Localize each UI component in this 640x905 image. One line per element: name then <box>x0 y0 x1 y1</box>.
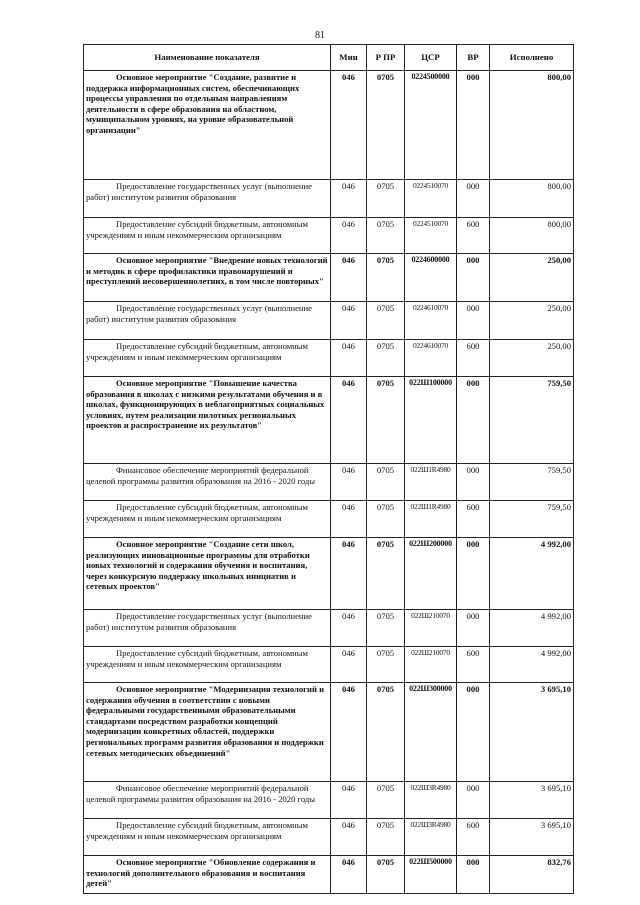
row-vr: 000 <box>457 302 490 340</box>
row-min: 046 <box>331 71 367 180</box>
row-min: 046 <box>331 464 367 501</box>
row-rpr: 0705 <box>367 610 405 647</box>
row-done: 832,76 <box>490 856 574 894</box>
table-row <box>84 218 574 254</box>
row-vr: 600 <box>457 218 490 254</box>
row-done: 759,50 <box>490 464 574 501</box>
row-name: Основное мероприятие "Модернизация технологий и содержания обучения в соответствии с новыми федеральными государственными образовательными стандартами посредством разработки концепций модернизации конкретных областей, поддержки региональных программ развития образования и поддержки сетевых методических объединений" <box>86 684 325 758</box>
row-vr: 000 <box>457 254 490 302</box>
row-name: Предоставление субсидий бюджетным, автономным учреждениям и иным некоммерческим организациям <box>86 219 308 240</box>
row-vr: 000 <box>457 71 490 180</box>
row-name: Основное мероприятие "Внедрение новых технологий и методик в сфере профилактики правонарушений и преступлений несовершеннолетних, в том числе повторных" <box>86 255 328 287</box>
page-number: 81 <box>315 30 325 41</box>
table-row <box>84 377 574 464</box>
table-row <box>84 340 574 377</box>
row-done: 3 695,10 <box>490 819 574 856</box>
row-vr: 000 <box>457 610 490 647</box>
table-row <box>84 856 574 894</box>
row-min: 046 <box>331 302 367 340</box>
row-csr: 022Ш100000 <box>405 377 457 464</box>
row-csr: 0224610070 <box>405 302 457 340</box>
row-rpr: 0705 <box>367 782 405 819</box>
row-csr: 0224510070 <box>405 180 457 218</box>
row-min: 046 <box>331 180 367 218</box>
row-done: 800,00 <box>490 180 574 218</box>
row-vr: 000 <box>457 856 490 894</box>
row-name: Предоставление субсидий бюджетным, автономным учреждениям и иным некоммерческим организациям <box>86 820 308 841</box>
budget-execution-table <box>83 44 574 894</box>
row-min: 046 <box>331 782 367 819</box>
row-rpr: 0705 <box>367 538 405 610</box>
row-done: 250,00 <box>490 340 574 377</box>
row-name: Предоставление государственных услуг (выполнение работ) институтом развития образования <box>86 303 312 324</box>
row-vr: 600 <box>457 501 490 538</box>
row-done: 3 695,10 <box>490 782 574 819</box>
table-row <box>84 501 574 538</box>
row-min: 046 <box>331 856 367 894</box>
row-min: 046 <box>331 819 367 856</box>
row-vr: 000 <box>457 180 490 218</box>
table-row <box>84 819 574 856</box>
table-row <box>84 254 574 302</box>
header-name: Наименование показателя <box>84 45 331 71</box>
row-name: Предоставление государственных услуг (выполнение работ) институтом развития образования <box>86 611 312 632</box>
row-csr: 0224600000 <box>405 254 457 302</box>
row-rpr: 0705 <box>367 180 405 218</box>
row-csr: 022Ш1R4980 <box>405 464 457 501</box>
row-name: Предоставление субсидий бюджетным, автономным учреждениям и иным некоммерческим организациям <box>86 502 308 523</box>
row-rpr: 0705 <box>367 683 405 782</box>
row-rpr: 0705 <box>367 71 405 180</box>
row-vr: 000 <box>457 464 490 501</box>
table-row <box>84 647 574 683</box>
row-csr: 022Ш3R4980 <box>405 782 457 819</box>
row-done: 3 695,10 <box>490 683 574 782</box>
row-csr: 022Ш500000 <box>405 856 457 894</box>
row-csr: 0224510070 <box>405 218 457 254</box>
header-csr: ЦСР <box>405 45 457 71</box>
row-rpr: 0705 <box>367 501 405 538</box>
table-row <box>84 180 574 218</box>
row-min: 046 <box>331 377 367 464</box>
row-rpr: 0705 <box>367 218 405 254</box>
row-done: 4 992,00 <box>490 610 574 647</box>
row-name: Основное мероприятие "Создание сети школ, реализующих инновационные программы для отработки новых технологий и содержания обучения и воспитания, через конкурсную поддержку школьных инициатив и сетевых проектов" <box>86 539 310 592</box>
row-rpr: 0705 <box>367 254 405 302</box>
row-vr: 600 <box>457 340 490 377</box>
row-csr: 022Ш1R4980 <box>405 501 457 538</box>
row-done: 800,00 <box>490 71 574 180</box>
row-rpr: 0705 <box>367 340 405 377</box>
row-min: 046 <box>331 610 367 647</box>
row-vr: 000 <box>457 538 490 610</box>
row-csr: 022Ш200000 <box>405 538 457 610</box>
header-rpr: Р ПР <box>367 45 405 71</box>
row-rpr: 0705 <box>367 647 405 683</box>
row-rpr: 0705 <box>367 464 405 501</box>
row-vr: 000 <box>457 782 490 819</box>
table-row <box>84 464 574 501</box>
row-done: 4 992,00 <box>490 647 574 683</box>
row-name: Основное мероприятие "Создание, развитие и поддержка информационных систем, обеспечивающих процессы управления по отдельным направлениям деятельности в сфере образования на областном, муниципальном уровнях, на уровне образовательной организации" <box>86 72 300 135</box>
row-min: 046 <box>331 501 367 538</box>
row-name: Основное мероприятие "Обновление содержания и технологий дополнительного образования и воспитания детей" <box>86 857 316 889</box>
row-done: 759,50 <box>490 377 574 464</box>
row-min: 046 <box>331 218 367 254</box>
table-row <box>84 538 574 610</box>
row-min: 046 <box>331 340 367 377</box>
row-min: 046 <box>331 683 367 782</box>
row-rpr: 0705 <box>367 856 405 894</box>
table-row <box>84 71 574 180</box>
row-vr: 600 <box>457 819 490 856</box>
row-name: Предоставление государственных услуг (выполнение работ) институтом развития образования <box>86 181 312 202</box>
table-row <box>84 683 574 782</box>
row-done: 4 992,00 <box>490 538 574 610</box>
row-csr: 0224500000 <box>405 71 457 180</box>
table-row <box>84 302 574 340</box>
header-min: Мин <box>331 45 367 71</box>
row-csr: 022Ш3R4980 <box>405 819 457 856</box>
row-csr: 0224610070 <box>405 340 457 377</box>
row-name: Предоставление субсидий бюджетным, автономным учреждениям и иным некоммерческим организациям <box>86 341 308 362</box>
row-csr: 022Ш210070 <box>405 647 457 683</box>
table-row <box>84 610 574 647</box>
row-min: 046 <box>331 254 367 302</box>
row-done: 800,00 <box>490 218 574 254</box>
row-done: 250,00 <box>490 254 574 302</box>
header-done: Исполнено <box>490 45 574 71</box>
header-vr: ВР <box>457 45 490 71</box>
row-min: 046 <box>331 538 367 610</box>
row-name: Предоставление субсидий бюджетным, автономным учреждениям и иным некоммерческим организациям <box>86 648 308 669</box>
row-rpr: 0705 <box>367 302 405 340</box>
row-done: 759,50 <box>490 501 574 538</box>
table-header-row <box>84 45 574 71</box>
row-rpr: 0705 <box>367 377 405 464</box>
table-row <box>84 782 574 819</box>
row-min: 046 <box>331 647 367 683</box>
row-csr: 022Ш210070 <box>405 610 457 647</box>
row-csr: 022Ш300000 <box>405 683 457 782</box>
row-name: Финансовое обеспечение мероприятий федеральной целевой программы развития образования на 2016 - 2020 годы <box>86 783 316 804</box>
row-done: 250,00 <box>490 302 574 340</box>
row-vr: 000 <box>457 683 490 782</box>
row-rpr: 0705 <box>367 819 405 856</box>
row-name: Основное мероприятие "Повышение качества образования в школах с низкими результатами обучения и в школах, функционирующих в неблагоприятных социальных условиях, путем реализации пилотных региональных проектов и распространение их результатов" <box>86 378 325 431</box>
row-vr: 600 <box>457 647 490 683</box>
row-vr: 000 <box>457 377 490 464</box>
row-name: Финансовое обеспечение мероприятий федеральной целевой программы развития образования на 2016 - 2020 годы <box>86 465 316 486</box>
